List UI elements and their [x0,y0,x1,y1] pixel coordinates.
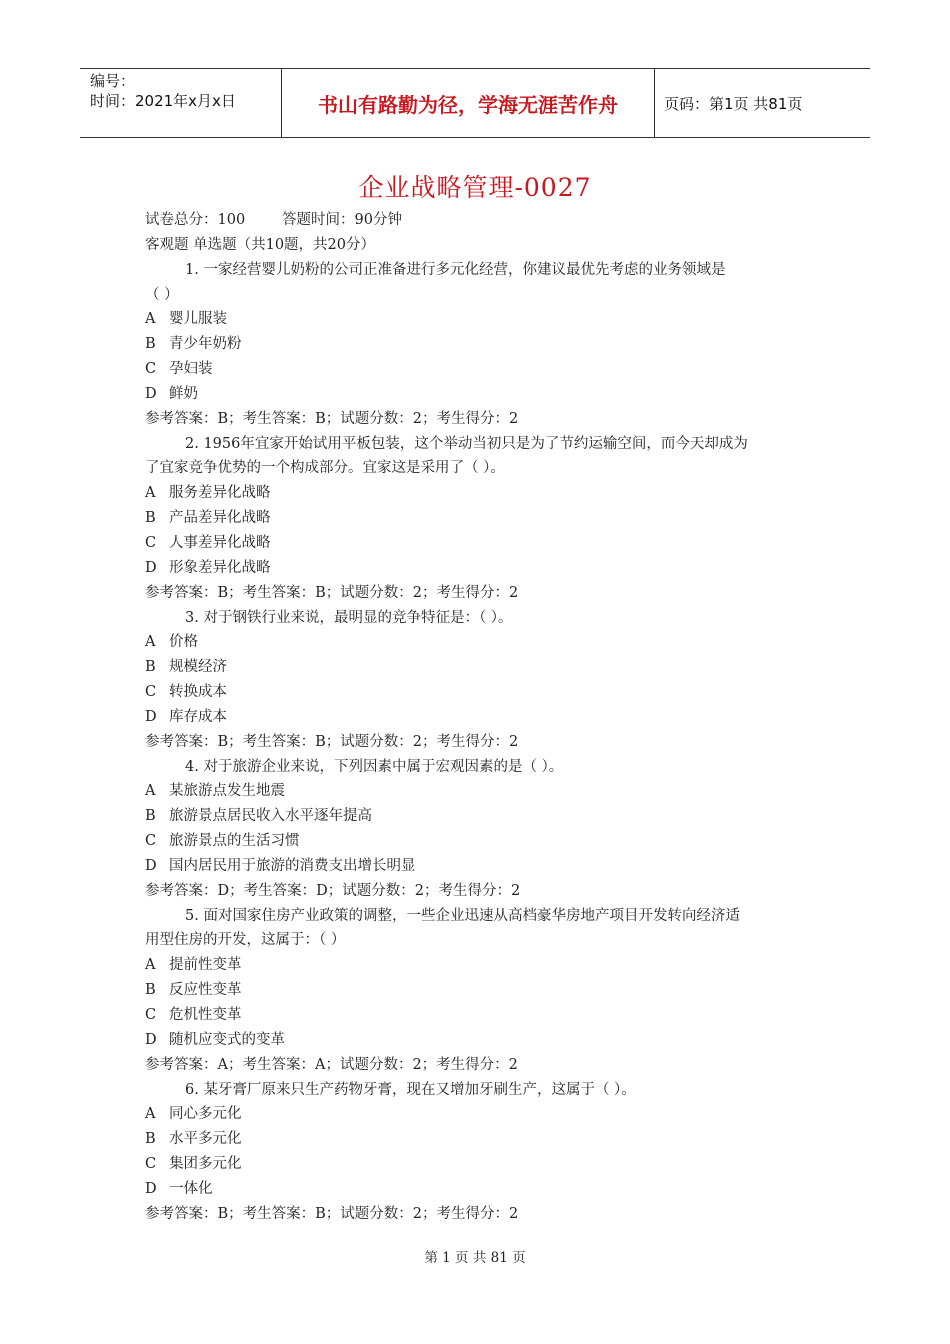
option-text: 旅游景点居民收入水平逐年提高 [169,808,372,825]
option-text: 某旅游点发生地震 [169,783,285,800]
answer-option [145,382,810,407]
answer-option [145,1127,810,1152]
option-letter: B [145,1131,156,1148]
option-text: 国内居民用于旅游的消费支出增长明显 [169,857,416,874]
option-letter: D [145,385,157,402]
option-letter: D [145,559,157,576]
answer-option [145,1102,810,1127]
option-letter: B [145,982,156,999]
option-text: 孕妇装 [169,361,213,378]
question-block [145,755,810,904]
answer-summary: 参考答案：B；考生答案：B；试题分数：2；考生得分：2 [145,584,519,601]
answer-option [145,332,810,357]
question-block [145,904,810,1078]
answer-summary: 参考答案：A；考生答案：A；试题分数：2；考生得分：2 [145,1056,518,1073]
option-text: 价格 [169,634,198,651]
answer-option [145,953,810,978]
option-letter: B [145,510,156,527]
question-text: 6. 某牙膏厂原来只生产药物牙膏，现在又增加牙刷生产，这属于（ ）。 [185,1081,636,1098]
option-text: 转换成本 [169,684,227,701]
option-text: 集团多元化 [169,1156,242,1173]
question-text: 5. 面对国家住房产业政策的调整，一些企业迅速从高档豪华房地产项目开发转向经济适 [185,907,740,924]
page-title: 企业战略管理-0027 [358,173,592,202]
question-block [145,1078,810,1227]
question-text: 3. 对于钢铁行业来说，最明显的竞争特征是：（ ）。 [185,609,513,626]
page-header [80,68,870,138]
option-text: 同心多元化 [169,1106,242,1123]
option-text: 提前性变革 [169,957,242,974]
question-text-continued: （ ） [145,286,179,303]
answer-summary: 参考答案：D；考生答案：D；试题分数：2；考生得分：2 [145,882,521,899]
answer-option [145,779,810,804]
question-block [145,258,810,432]
option-letter: A [145,957,156,974]
option-text: 产品差异化战略 [169,510,271,527]
option-text: 旅游景点的生活习惯 [169,833,300,850]
answer-summary: 参考答案：B；考生答案：B；试题分数：2；考生得分：2 [145,733,519,750]
section-heading: 客观题 单选题（共10题，共20分） [145,236,376,253]
header-meta [80,69,281,137]
question-text: 4. 对于旅游企业来说，下列因素中属于宏观因素的是（ ）。 [185,758,564,775]
answer-option [145,1177,810,1202]
option-text: 库存成本 [169,708,227,725]
page-footer: 第 1 页 共 81 页 [424,1250,526,1266]
option-text: 危机性变革 [169,1007,242,1023]
answer-option [145,655,810,680]
option-letter: D [145,708,157,725]
option-text: 反应性变革 [169,982,242,999]
option-letter: C [145,1156,157,1173]
option-text: 鲜奶 [169,385,198,402]
answer-option [145,705,810,730]
answer-option [145,357,810,382]
option-text: 规模经济 [169,659,227,676]
document-number-label: 编号： [90,72,136,90]
option-text: 形象差异化战略 [169,559,271,576]
option-letter: C [145,361,157,378]
exam-summary: 试卷总分：100 答题时间：90分钟 [145,212,402,228]
question-text: 1. 一家经营婴儿奶粉的公司正准备进行多元化经营，你建议最优先考虑的业务领域是 [185,261,726,278]
header-page-number: 页码：第1页 共81页 [664,94,803,113]
option-letter: A [145,1106,156,1123]
answer-option [145,531,810,556]
option-letter: A [145,783,156,800]
answer-option [145,630,810,655]
option-letter: A [145,485,156,502]
answer-option [145,680,810,705]
answer-option [145,804,810,829]
option-text: 服务差异化战略 [169,485,271,502]
question-block [145,606,810,755]
answer-option [145,307,810,332]
question-text: 2. 1956年宜家开始试用平板包装，这个举动当初只是为了节约运输空间，而今天却成为 [185,435,748,452]
option-text: 一体化 [169,1180,213,1197]
option-letter: D [145,1180,157,1197]
answer-option [145,854,810,879]
option-letter: C [145,1007,157,1023]
option-letter: A [145,311,156,328]
question-list [145,258,810,1227]
option-letter: D [145,1031,157,1048]
option-text: 人事差异化战略 [169,534,271,551]
question-text-continued: 用型住房的开发，这属于：（ ） [145,932,346,949]
answer-option [145,1028,810,1053]
option-text: 水平多元化 [169,1131,242,1148]
option-letter: B [145,336,156,353]
header-motto: 书山有路勤为径，学海无涯苦作舟 [281,69,655,137]
option-letter: C [145,534,157,551]
option-letter: A [145,634,156,651]
option-letter: D [145,857,157,874]
answer-option [145,481,810,506]
answer-summary: 参考答案：B；考生答案：B；试题分数：2；考生得分：2 [145,410,519,427]
answer-option [145,829,810,854]
answer-option [145,1152,810,1177]
answer-summary: 参考答案：B；考生答案：B；试题分数：2；考生得分：2 [145,1205,519,1222]
document-time-label: 时间：2021年x月x日 [90,92,236,110]
option-text: 婴儿服装 [169,311,227,328]
exam-content [145,208,810,1227]
option-letter: C [145,684,157,701]
answer-option [145,1003,810,1028]
option-letter: B [145,659,156,676]
question-block [145,432,810,606]
option-letter: B [145,808,156,825]
option-text: 青少年奶粉 [169,336,242,353]
answer-option [145,506,810,531]
option-text: 随机应变式的变革 [169,1031,285,1048]
answer-option [145,978,810,1003]
question-text-continued: 了宜家竞争优势的一个构成部分。宜家这是采用了（ ）。 [145,460,505,477]
answer-option [145,556,810,581]
option-letter: C [145,833,157,850]
